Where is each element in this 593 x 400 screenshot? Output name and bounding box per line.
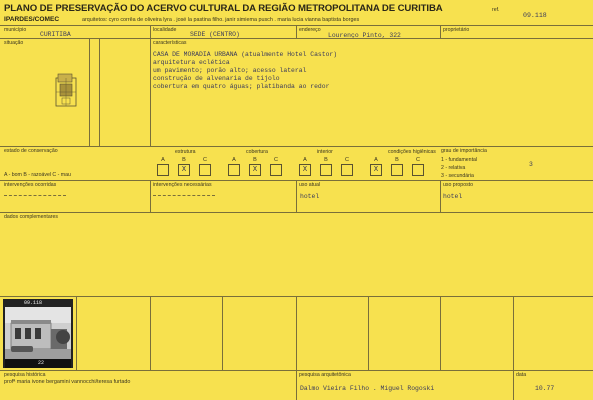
situacao-label: situação xyxy=(4,40,24,46)
uso-atual-label: uso atual xyxy=(299,182,321,188)
conservacao-group-label: estrutura xyxy=(175,149,196,155)
intervencoes-ocorridas-label: intervenções ocorridas xyxy=(4,182,57,188)
divider xyxy=(99,38,100,146)
divider xyxy=(150,296,151,370)
uso-proposto-value: hotel xyxy=(443,193,463,200)
conservacao-checkbox[interactable] xyxy=(391,164,403,176)
divider xyxy=(440,296,441,370)
conservacao-checkbox[interactable] xyxy=(178,164,190,176)
ref-value: 09.118 xyxy=(523,12,547,19)
caracteristicas-label: características xyxy=(153,40,187,46)
card-title: PLANO DE PRESERVAÇÃO DO ACERVO CULTURAL DA REGIÃO METROPOLITANA DE CURITIBA xyxy=(4,3,443,14)
conservacao-group-label: interior xyxy=(317,149,333,155)
conservacao-letter: B xyxy=(395,157,399,163)
dados-complementares-label: dados complementares xyxy=(4,214,58,220)
proprietario-label: proprietário xyxy=(443,27,470,33)
endereco-value: Lourenço Pinto, 322 xyxy=(328,32,401,39)
row4-rule xyxy=(0,212,593,213)
blank-line xyxy=(4,195,66,196)
divider xyxy=(296,25,297,38)
caracteristicas-line: construção de alvenaria de tijolo xyxy=(153,75,280,82)
pesquisa-arquitetonica-label: pesquisa arquitetônica xyxy=(299,372,351,378)
divider xyxy=(296,180,297,212)
divider xyxy=(368,296,369,370)
intervencoes-necessarias-label: intervenções necessárias xyxy=(153,182,212,188)
conservacao-letter: C xyxy=(274,157,278,163)
architects-credits: arquitetos: cyro corrêa de oliveira lyra . josé la pastina filho. janir simiema pusch . maria lucia vianna baptista borges xyxy=(82,17,360,23)
conservacao-label: estado de conservação xyxy=(4,148,58,154)
conservacao-checkbox[interactable] xyxy=(341,164,353,176)
conservacao-checkbox[interactable] xyxy=(299,164,311,176)
importancia-item: 2 - relativa xyxy=(441,165,466,171)
localidade-label: localidade xyxy=(153,27,177,33)
caracteristicas-line: CASA DE MORADIA URBANA (atualmente Hotel Castor) xyxy=(153,51,338,58)
conservacao-group-label: cobertura xyxy=(246,149,268,155)
conservacao-letter: A xyxy=(232,157,236,163)
conservacao-checkbox[interactable] xyxy=(412,164,424,176)
divider xyxy=(513,370,514,400)
importancia-item: 3 - secundária xyxy=(441,173,474,179)
municipio-value: CURITIBA xyxy=(40,31,71,38)
divider xyxy=(89,38,90,146)
caracteristicas-line: cobertura em quatro águas; platibanda ao redor xyxy=(153,83,330,90)
localidade-value: SEDE (CENTRO) xyxy=(190,31,240,38)
divider xyxy=(440,180,441,212)
conservacao-letter: A xyxy=(161,157,165,163)
divider xyxy=(296,370,297,400)
importancia-value: 3 xyxy=(529,161,533,168)
conservacao-checkbox[interactable] xyxy=(270,164,282,176)
data-value: 10.77 xyxy=(535,385,555,392)
location-map-sketch xyxy=(52,70,80,110)
conservacao-checkbox[interactable] xyxy=(228,164,240,176)
divider xyxy=(150,25,151,38)
conservacao-checkbox[interactable] xyxy=(157,164,169,176)
divider xyxy=(150,180,151,212)
conservacao-checkbox[interactable] xyxy=(249,164,261,176)
conservacao-letter: A xyxy=(303,157,307,163)
building-photo-image xyxy=(3,299,73,368)
conservacao-letter: B xyxy=(182,157,186,163)
importancia-item: 1 - fundamental xyxy=(441,157,478,163)
conservacao-checkbox[interactable] xyxy=(199,164,211,176)
pesquisa-historica-label: pesquisa histórica xyxy=(4,372,46,378)
divider xyxy=(440,25,441,38)
conservacao-letter: B xyxy=(324,157,328,163)
divider xyxy=(76,296,77,370)
divider xyxy=(296,296,297,370)
divider xyxy=(150,38,151,146)
data-label: data xyxy=(516,372,527,378)
caracteristicas-line: um pavimento; porão alto; acesso lateral xyxy=(153,67,307,74)
conservacao-checkbox[interactable] xyxy=(320,164,332,176)
divider xyxy=(513,296,514,370)
conservacao-letter: C xyxy=(203,157,207,163)
blank-line xyxy=(153,195,215,196)
conservacao-group-label: condições higiênicas xyxy=(388,149,436,155)
conservacao-checkbox[interactable] xyxy=(370,164,382,176)
conservacao-letter: B xyxy=(253,157,257,163)
importancia-label: grau de importância xyxy=(441,148,487,154)
caracteristicas-line: arquitetura eclética xyxy=(153,59,230,66)
building-photo xyxy=(3,299,73,368)
photo-caption-bottom: 22 xyxy=(38,360,45,366)
pesquisa-arquitetonica-value: Dalmo Vieira Filho . Miguel Rogoski xyxy=(300,385,435,392)
organization: IPARDES/COMEC xyxy=(4,16,60,23)
conservacao-letter: A xyxy=(374,157,378,163)
ref-label: ref. xyxy=(492,7,500,13)
pesquisa-historica-value: profª maria ivone bergamini vannocchi/teresa furtado xyxy=(4,379,131,385)
conservacao-letter: C xyxy=(345,157,349,163)
photo-caption-top: 09.118 xyxy=(24,300,43,306)
uso-atual-value: hotel xyxy=(300,193,320,200)
conservacao-legend: A - bom B - razoável C - mau xyxy=(4,172,71,178)
municipio-label: município xyxy=(4,27,27,33)
endereco-label: endereço xyxy=(299,27,321,33)
uso-proposto-label: uso proposto xyxy=(443,182,473,188)
conservacao-letter: C xyxy=(416,157,420,163)
divider xyxy=(222,296,223,370)
row2-rule xyxy=(0,146,593,147)
